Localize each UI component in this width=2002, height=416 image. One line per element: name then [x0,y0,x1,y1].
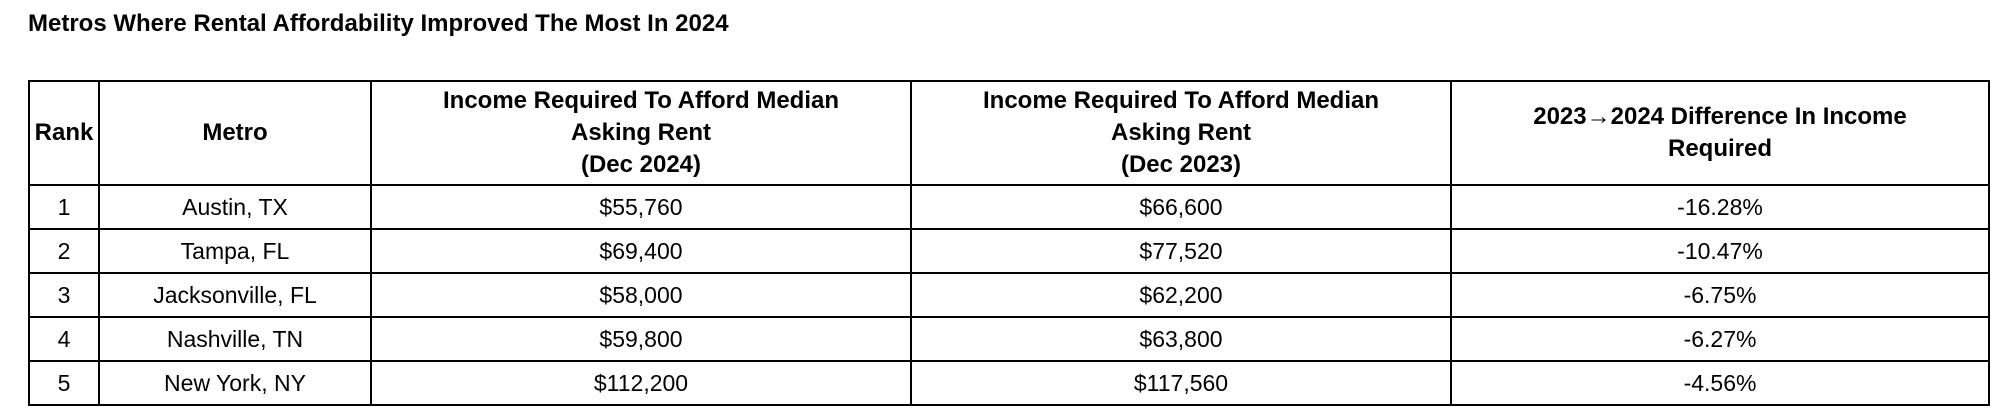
header-income-dec-2023-line-2: Asking Rent [1110,119,1251,146]
table-header-row [29,81,1989,185]
header-income-dec-2024-line-1: Income Required To Afford Median [442,87,839,114]
cell-metro: Nashville, TN [99,317,371,361]
cell-difference: -16.28% [1451,185,1989,229]
affordability-table [28,80,1990,406]
cell-metro: Austin, TX [99,185,371,229]
cell-difference: -10.47% [1451,229,1989,273]
cell-rank: 4 [29,317,99,361]
header-rank: Rank [29,81,99,185]
table-row [29,361,1989,405]
cell-income-dec-2024: $69,400 [371,229,911,273]
cell-rank: 1 [29,185,99,229]
header-difference-line-2: Required [1667,135,1772,162]
cell-difference: -6.27% [1451,317,1989,361]
header-income-dec-2023-line-3: (Dec 2023) [1120,151,1242,178]
cell-metro: Jacksonville, FL [99,273,371,317]
cell-difference: -4.56% [1451,361,1989,405]
table-row [29,273,1989,317]
header-income-dec-2024 [371,81,911,185]
table-row [29,317,1989,361]
header-income-dec-2024-line-3: (Dec 2024) [580,151,702,178]
cell-income-dec-2024: $59,800 [371,317,911,361]
page-title: Metros Where Rental Affordability Improved The Most In 2024 [28,10,729,37]
cell-rank: 3 [29,273,99,317]
cell-income-dec-2023: $66,600 [911,185,1451,229]
cell-income-dec-2023: $62,200 [911,273,1451,317]
cell-income-dec-2023: $117,560 [911,361,1451,405]
cell-income-dec-2024: $55,760 [371,185,911,229]
header-difference [1451,81,1989,185]
cell-income-dec-2024: $58,000 [371,273,911,317]
header-difference-line-1: 2023→2024 Difference In Income [1533,103,1907,130]
cell-metro: Tampa, FL [99,229,371,273]
header-metro: Metro [99,81,371,185]
cell-rank: 5 [29,361,99,405]
header-income-dec-2023-line-1: Income Required To Afford Median [982,87,1379,114]
cell-rank: 2 [29,229,99,273]
cell-difference: -6.75% [1451,273,1989,317]
header-income-dec-2023 [911,81,1451,185]
table-row [29,185,1989,229]
cell-income-dec-2023: $63,800 [911,317,1451,361]
cell-income-dec-2024: $112,200 [371,361,911,405]
header-income-dec-2024-line-2: Asking Rent [570,119,711,146]
table-row [29,229,1989,273]
cell-metro: New York, NY [99,361,371,405]
cell-income-dec-2023: $77,520 [911,229,1451,273]
